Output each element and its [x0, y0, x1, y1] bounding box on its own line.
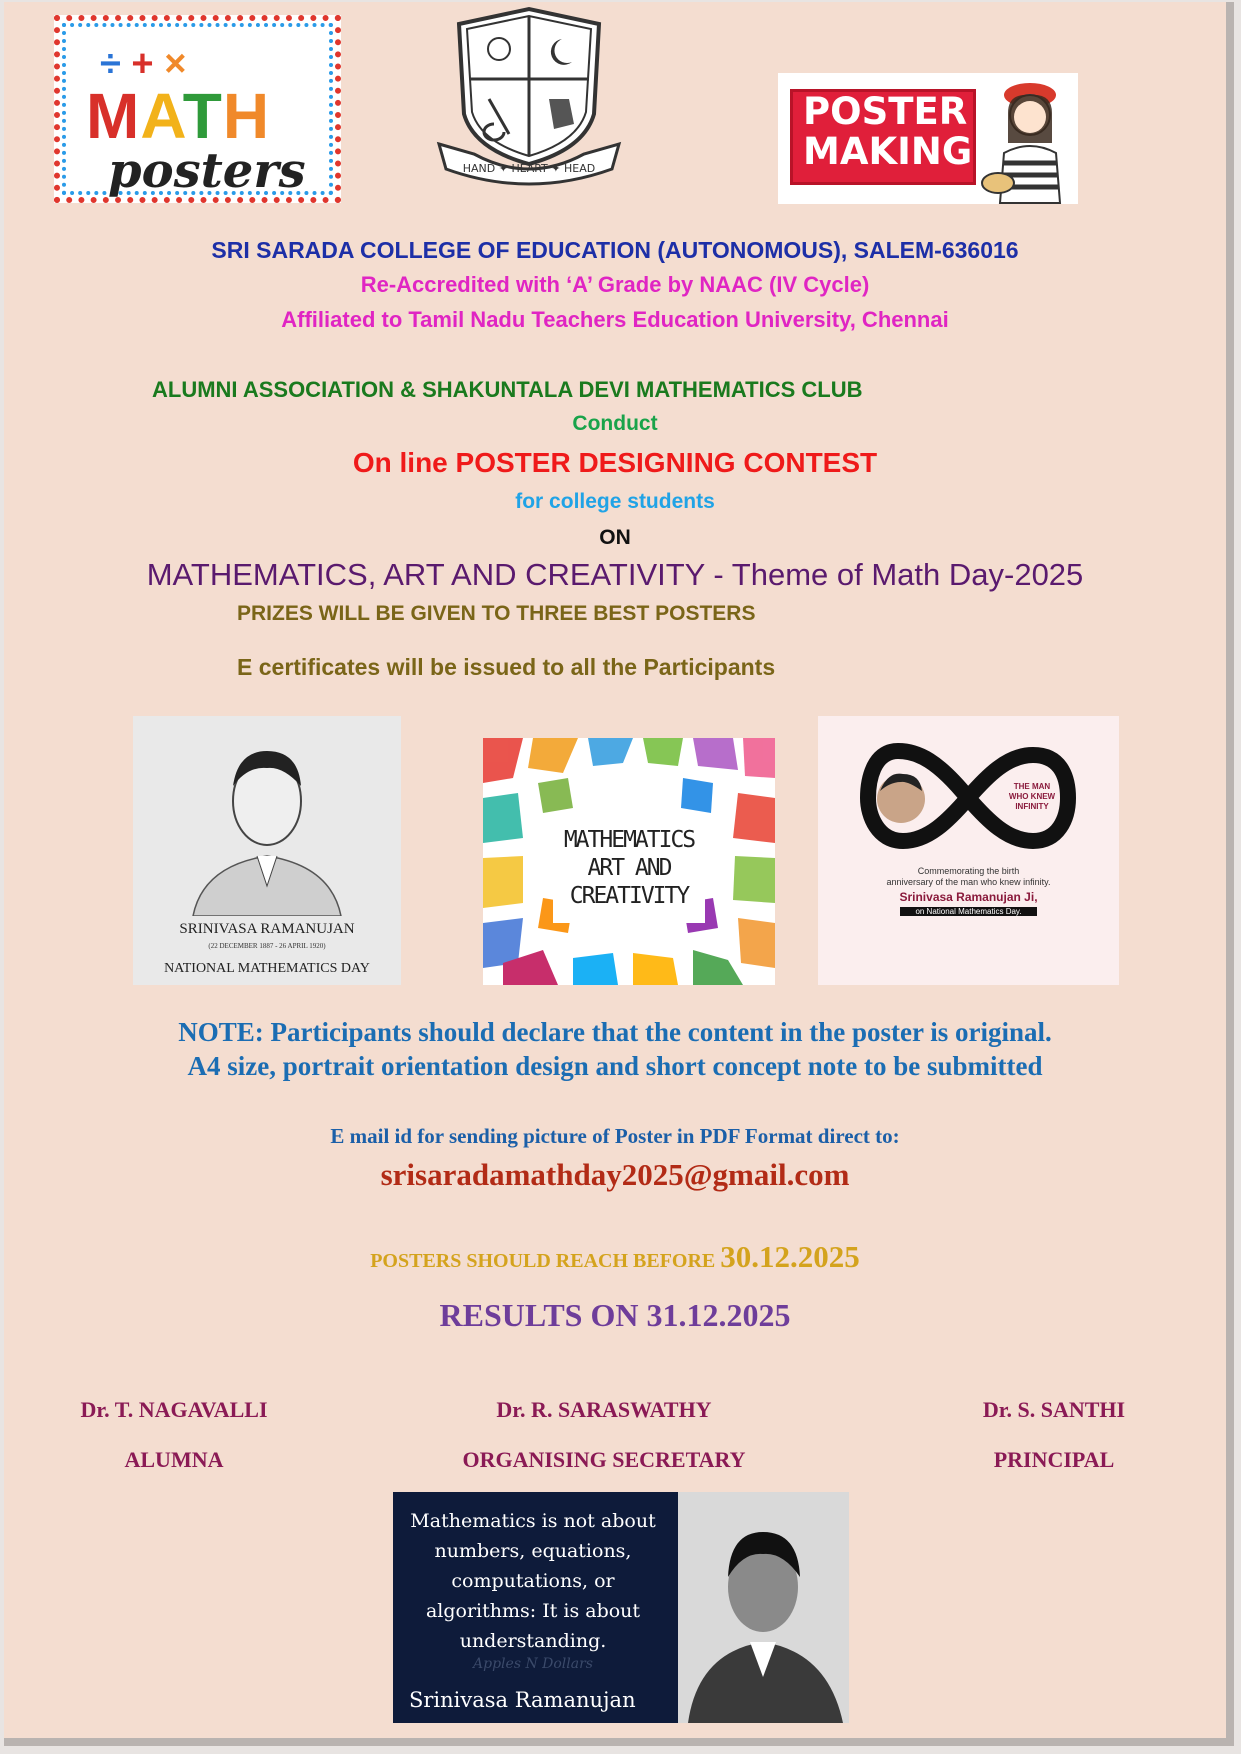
ramanujan-dates-caption: (22 DECEMBER 1887 - 26 APRIL 1920)	[208, 942, 326, 950]
email-address[interactable]: srisaradamathday2025@gmail.com	[380, 1157, 850, 1192]
contest-prefix: On line	[352, 447, 456, 478]
infinity-ramanujan-image	[818, 716, 1119, 985]
signatory-2	[424, 1397, 784, 1473]
infinity-symbol	[818, 716, 1119, 856]
accreditation-text: Re-Accredited with ‘A’ Grade by NAAC (IV Cycle)	[360, 272, 870, 297]
deadline-text	[4, 1239, 1226, 1275]
signatory-role: ORGANISING SECRETARY	[462, 1447, 746, 1472]
audience-text: for college students	[515, 490, 715, 513]
poster-page	[4, 2, 1234, 1746]
signatory-1	[49, 1397, 299, 1473]
signatory-name: Dr. S. SANTHI	[982, 1397, 1126, 1422]
signatory-name: Dr. R. SARASWATHY	[496, 1397, 712, 1422]
infinity-name: Srinivasa Ramanujan Ji,	[899, 890, 1038, 904]
contest-title	[4, 447, 1226, 479]
signatory-role: ALUMNA	[124, 1447, 224, 1472]
email-label: E mail id for sending picture of Poster in PDF Format direct to:	[330, 1124, 900, 1148]
signatory-role: PRINCIPAL	[993, 1447, 1115, 1472]
deadline-date: 30.12.2025	[720, 1239, 860, 1274]
painter-girl-illustration	[978, 73, 1078, 204]
note-text	[4, 1015, 1226, 1083]
quote-text: Mathematics is not about numbers, equations, computations, or algorithms: It is about understanding.	[410, 1510, 656, 1652]
math-posters-logo	[54, 15, 341, 203]
math-art-text: MATHEMATICS ART AND CREATIVITY	[563, 827, 695, 909]
contest-name: POSTER DESIGNING CONTEST	[455, 447, 878, 478]
theme-text: MATHEMATICS, ART AND CREATIVITY - Theme of Math Day-2025	[146, 557, 1084, 592]
ramanujan-sketch-image	[133, 716, 401, 985]
ramanujan-name-caption: SRINIVASA RAMANUJAN	[179, 921, 355, 937]
national-maths-day-caption: NATIONAL MATHEMATICS DAY	[164, 961, 370, 976]
prizes-text: PRIZES WILL BE GIVEN TO THREE BEST POSTERS	[237, 602, 756, 625]
infinity-caption: Commemorating the birth anniversary of the man who knew infinity.	[886, 866, 1051, 887]
math-logo-word: MATH	[86, 80, 271, 152]
note-line-2: A4 size, portrait orientation design and short concept note to be submitted	[187, 1051, 1043, 1081]
math-operators: ÷ + ×	[100, 43, 187, 85]
ramanujan-portrait-sketch	[133, 716, 401, 916]
conduct-text: Conduct	[572, 412, 658, 435]
ramanujan-quote-card	[393, 1492, 849, 1723]
organisers-text: ALUMNI ASSOCIATION & SHAKUNTALA DEVI MATHEMATICS CLUB	[152, 377, 863, 402]
poster-making-badge: POSTER MAKING	[790, 89, 976, 185]
infinity-label-line2: WHO KNEW	[1008, 792, 1056, 801]
deadline-label: POSTERS SHOULD REACH BEFORE	[370, 1250, 721, 1272]
signatory-3	[934, 1397, 1174, 1473]
college-crest-logo	[434, 4, 624, 189]
on-text: ON	[599, 526, 631, 549]
results-text: RESULTS ON 31.12.2025	[439, 1297, 791, 1333]
certificates-text: E certificates will be issued to all the Participants	[237, 654, 776, 680]
crest-motto: HAND ✦ HEART ✦ HEAD	[462, 162, 596, 175]
quote-watermark: Apples N Dollars	[473, 1656, 593, 1672]
signatory-name: Dr. T. NAGAVALLI	[80, 1397, 268, 1422]
math-logo-sub: posters	[108, 143, 306, 199]
ramanujan-photo	[678, 1492, 849, 1723]
affiliation-text: Affiliated to Tamil Nadu Teachers Education University, Chennai	[281, 307, 949, 332]
quote-author: Srinivasa Ramanujan	[409, 1688, 636, 1712]
math-art-creativity-image	[483, 738, 775, 985]
poster-making-logo	[778, 73, 1078, 204]
infinity-label-line3: INFINITY	[1015, 802, 1049, 811]
infinity-day-badge: on National Mathematics Day.	[900, 907, 1037, 916]
infinity-label-line1: THE MAN	[1013, 782, 1051, 791]
note-line-1: NOTE: Participants should declare that the content in the poster is original.	[178, 1017, 1052, 1047]
college-name: SRI SARADA COLLEGE OF EDUCATION (AUTONOMOUS), SALEM-636016	[211, 237, 1019, 263]
